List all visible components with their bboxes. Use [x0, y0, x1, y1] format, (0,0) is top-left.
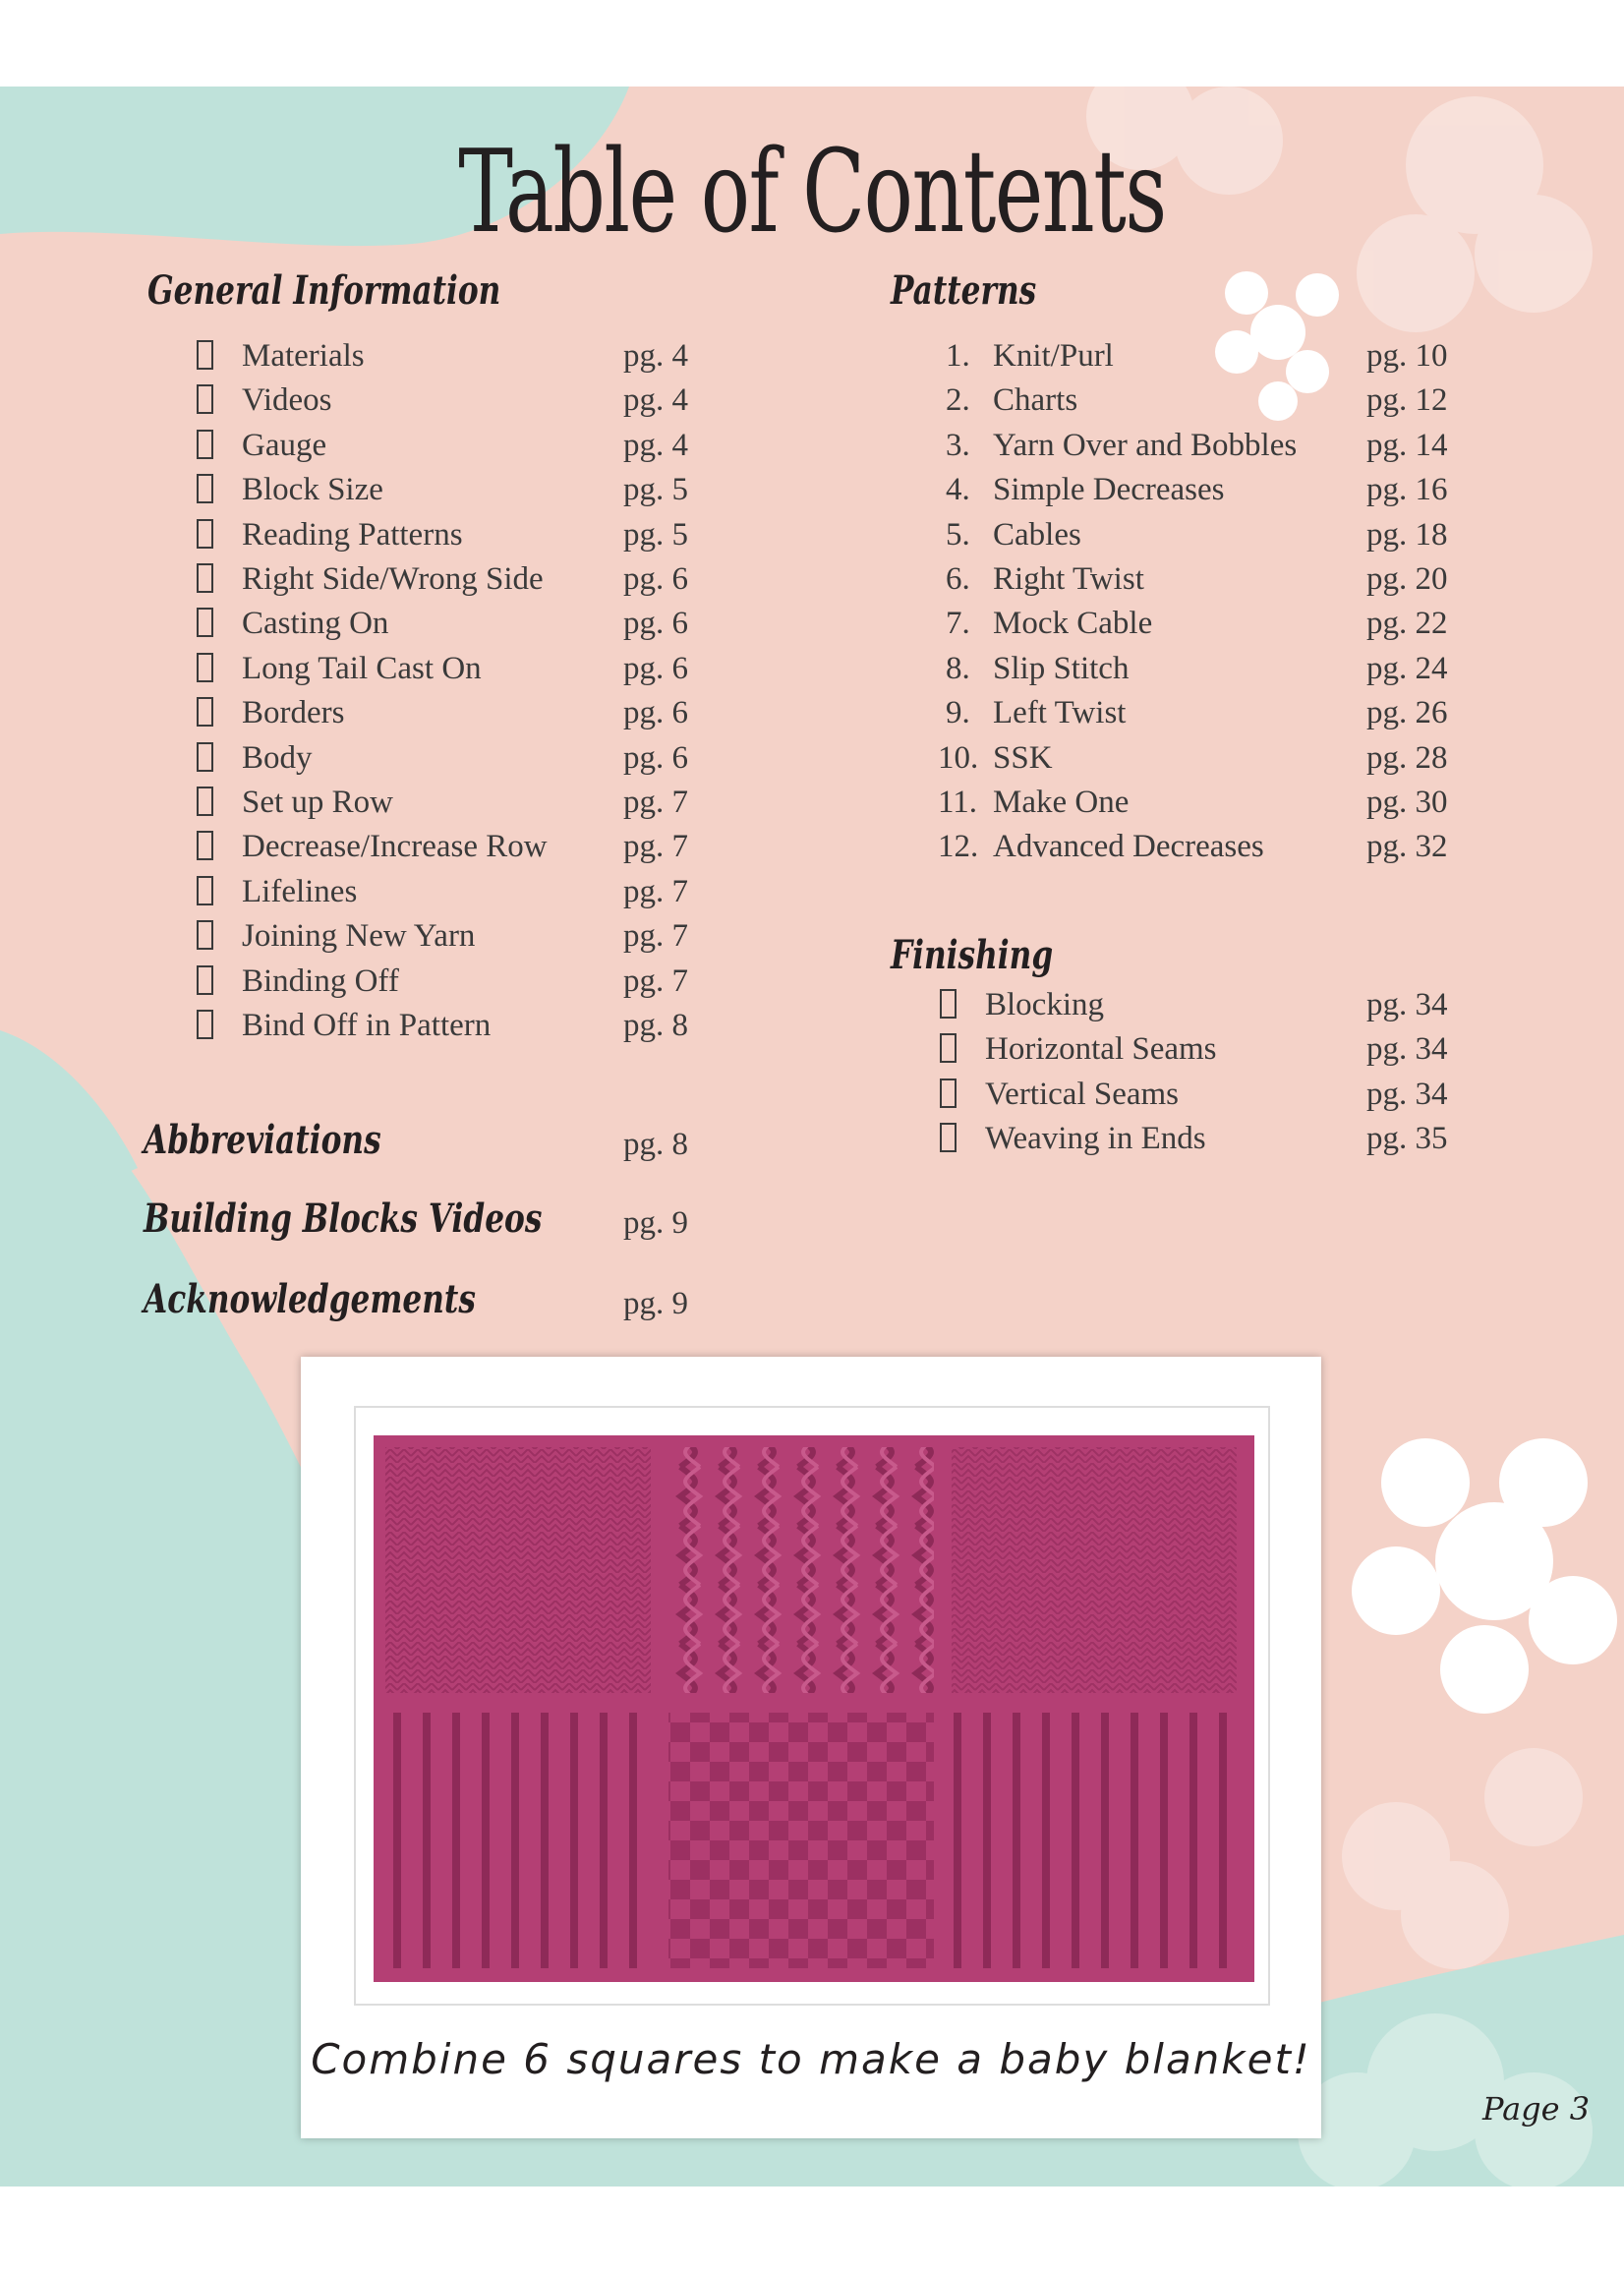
pattern-item-page: pg. 18 [1366, 516, 1448, 553]
checkbox-icon[interactable] [197, 519, 213, 549]
knitted-blanket-image [356, 1408, 1272, 2008]
general-item-label: Set up Row [242, 785, 394, 820]
extra-page: pg. 8 [623, 1127, 688, 1162]
finishing-item-page: pg. 35 [1366, 1121, 1448, 1157]
general-item-label: Bind Off in Pattern [242, 1008, 492, 1043]
pattern-item-label[interactable]: Yarn Over and Bobbles [993, 427, 1298, 463]
page-title: Table of Contents [458, 126, 1166, 259]
finishing-item-page: pg. 34 [1366, 987, 1448, 1022]
pattern-number: 6. [946, 561, 970, 597]
pattern-item-label[interactable]: SSK [993, 739, 1053, 776]
general-item-label: Block Size [242, 472, 383, 508]
pattern-item-label[interactable]: Advanced Decreases [993, 829, 1264, 865]
general-item-label: Reading Patterns [242, 516, 463, 553]
pattern-item-label[interactable]: Knit/Purl [993, 338, 1114, 374]
general-item-label: Borders [242, 695, 345, 731]
pattern-item-page: pg. 16 [1366, 472, 1448, 508]
checkbox-icon[interactable] [197, 430, 213, 459]
blanket-photo-frame [301, 1357, 1321, 2138]
general-item-page: pg. 4 [623, 338, 688, 374]
extra-heading[interactable]: Building Blocks Videos [144, 1195, 543, 1242]
page-number: Page 3 [1482, 2090, 1591, 2128]
checkbox-icon[interactable] [197, 384, 213, 414]
general-item-label: Materials [242, 338, 365, 374]
finishing-item-page: pg. 34 [1366, 1031, 1448, 1068]
checkbox-icon[interactable] [940, 1123, 957, 1152]
general-item-label: Joining New Yarn [242, 918, 476, 955]
general-item-label: Casting On [242, 606, 389, 642]
checkbox-icon[interactable] [940, 1033, 957, 1063]
extra-page: pg. 9 [623, 1205, 688, 1241]
general-item-label: Body [242, 739, 313, 776]
general-item-page: pg. 6 [623, 561, 688, 597]
finishing-item-label: Blocking [985, 987, 1104, 1022]
checkbox-icon[interactable] [197, 1010, 213, 1039]
general-item-page: pg. 6 [623, 695, 688, 731]
pattern-number: 5. [946, 516, 970, 553]
pattern-number: 11. [938, 785, 978, 820]
general-item-page: pg. 8 [623, 1008, 688, 1043]
pattern-item-label[interactable]: Cables [993, 516, 1081, 553]
checkbox-icon[interactable] [197, 340, 213, 370]
finishing-item-label: Horizontal Seams [985, 1031, 1217, 1068]
general-heading: General Information [147, 267, 501, 314]
general-item-page: pg. 6 [623, 650, 688, 686]
pattern-number: 8. [946, 650, 970, 686]
checkbox-icon[interactable] [197, 742, 213, 772]
pattern-number: 12. [938, 829, 979, 865]
pattern-item-label[interactable]: Charts [993, 382, 1078, 419]
checkbox-icon[interactable] [197, 787, 213, 816]
finishing-item-label: Weaving in Ends [985, 1121, 1206, 1157]
pattern-item-page: pg. 24 [1366, 650, 1448, 686]
pattern-number: 7. [946, 606, 970, 642]
extra-heading[interactable]: Abbreviations [144, 1117, 381, 1163]
general-item-page: pg. 4 [623, 427, 688, 463]
checkbox-icon[interactable] [197, 653, 213, 682]
general-item-page: pg. 6 [623, 739, 688, 776]
general-item-page: pg. 7 [623, 962, 688, 999]
finishing-item-label: Vertical Seams [985, 1076, 1180, 1112]
general-item-page: pg. 4 [623, 382, 688, 419]
pattern-item-label[interactable]: Make One [993, 785, 1130, 820]
checkbox-icon[interactable] [940, 1079, 957, 1108]
checkbox-icon[interactable] [197, 876, 213, 905]
general-item-label: Right Side/Wrong Side [242, 561, 544, 597]
checkbox-icon[interactable] [197, 608, 213, 637]
pattern-number: 9. [946, 695, 970, 731]
checkbox-icon[interactable] [940, 989, 957, 1019]
general-item-label: Videos [242, 382, 332, 419]
general-item-page: pg. 7 [623, 785, 688, 820]
checkbox-icon[interactable] [197, 831, 213, 860]
pattern-item-page: pg. 32 [1366, 829, 1448, 865]
pattern-item-page: pg. 10 [1366, 338, 1448, 374]
pattern-number: 3. [946, 427, 970, 463]
general-item-label: Gauge [242, 427, 327, 463]
checkbox-icon[interactable] [197, 965, 213, 995]
blanket-photo [354, 1406, 1270, 2006]
general-item-label: Long Tail Cast On [242, 650, 482, 686]
extra-heading[interactable]: Acknowledgements [144, 1276, 476, 1322]
photo-caption: Combine 6 squares to make a baby blanket! [311, 2035, 1311, 2083]
pattern-number: 4. [946, 472, 970, 508]
pattern-item-label[interactable]: Simple Decreases [993, 472, 1225, 508]
page [0, 87, 1624, 2187]
pattern-item-page: pg. 26 [1366, 695, 1448, 731]
pattern-item-page: pg. 22 [1366, 606, 1448, 642]
finishing-item-page: pg. 34 [1366, 1076, 1448, 1112]
general-item-label: Decrease/Increase Row [242, 829, 548, 865]
pattern-item-page: pg. 20 [1366, 561, 1448, 597]
general-item-page: pg. 5 [623, 516, 688, 553]
checkbox-icon[interactable] [197, 920, 213, 950]
pattern-item-label[interactable]: Mock Cable [993, 606, 1153, 642]
extra-page: pg. 9 [623, 1286, 688, 1321]
pattern-item-page: pg. 28 [1366, 739, 1448, 776]
checkbox-icon[interactable] [197, 474, 213, 503]
pattern-number: 2. [946, 382, 970, 419]
finishing-heading: Finishing [891, 932, 1054, 978]
pattern-number: 1. [946, 338, 970, 374]
pattern-number: 10. [938, 739, 979, 776]
general-item-page: pg. 7 [623, 873, 688, 909]
pattern-item-page: pg. 14 [1366, 427, 1448, 463]
general-item-page: pg. 5 [623, 472, 688, 508]
patterns-heading: Patterns [891, 267, 1037, 314]
general-item-page: pg. 7 [623, 829, 688, 865]
pattern-item-page: pg. 12 [1366, 382, 1448, 419]
pattern-item-page: pg. 30 [1366, 785, 1448, 820]
checkbox-icon[interactable] [197, 563, 213, 593]
pattern-item-label[interactable]: Slip Stitch [993, 650, 1130, 686]
pattern-item-label[interactable]: Left Twist [993, 695, 1127, 731]
general-item-label: Binding Off [242, 962, 399, 999]
general-item-page: pg. 6 [623, 606, 688, 642]
general-item-label: Lifelines [242, 873, 358, 909]
checkbox-icon[interactable] [197, 697, 213, 727]
pattern-item-label[interactable]: Right Twist [993, 561, 1144, 597]
general-item-page: pg. 7 [623, 918, 688, 955]
